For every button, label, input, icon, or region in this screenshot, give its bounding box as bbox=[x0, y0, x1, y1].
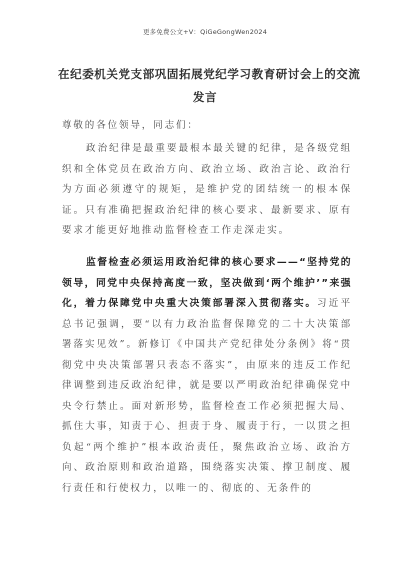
paragraph-1: 政治纪律是最重要最根本最关键的纪律，是各级党组织和全体党员在政治方向、政治立场、政治言论、政治行为方面必须遵守的规矩，是维护党的团结统一的根本保证。只有准确把握政治纪律的核心要求、最新要求、原有要求才能更好地推动监督检查工作走深走实。 bbox=[62, 143, 352, 236]
paragraph-2 bbox=[62, 253, 352, 499]
paragraph-2-bold-lead: 监督检查必须运用政治纪律的核心要求——“坚持党的领导，同党中央保持高度一致，坚决做到‘两个维护’”来强化，着力保障党中央重大决策部署深入贯彻落实。 bbox=[62, 257, 352, 309]
paragraph-2-body: 习近平总书记强调，要“以有力政治监督保障党的二十大决策部署落实见效”。新修订《中国共产党纪律处分条例》将“贯彻党中央决策部署只表态不落实”，由原来的违反工作纪律调整到违反政治纪律，就是要以严明政治纪律确保党中央令行禁止。面对新形势，监督检查工作必须把握大局、抓住大事，知责于心、担责于身、履责于行，一以贯之担负起“两个维护”根本政治责任，聚焦政治立场、政治方向、政治原则和政治道路，围绕落实决策、撑卫制度、履行责任和行使权力，以唯一的、彻底的、无条件的 bbox=[62, 298, 352, 494]
document-title-line-2: 发言 bbox=[192, 90, 218, 104]
salutation: 尊敬的各位领导，同志们： bbox=[62, 120, 199, 131]
header-note: 更多免费公文+V：QiGeGongWen2024 bbox=[142, 28, 268, 36]
document-title-line-1: 在纪委机关党支部巩固拓展党纪学习教育研讨会上的交流 bbox=[58, 67, 361, 81]
